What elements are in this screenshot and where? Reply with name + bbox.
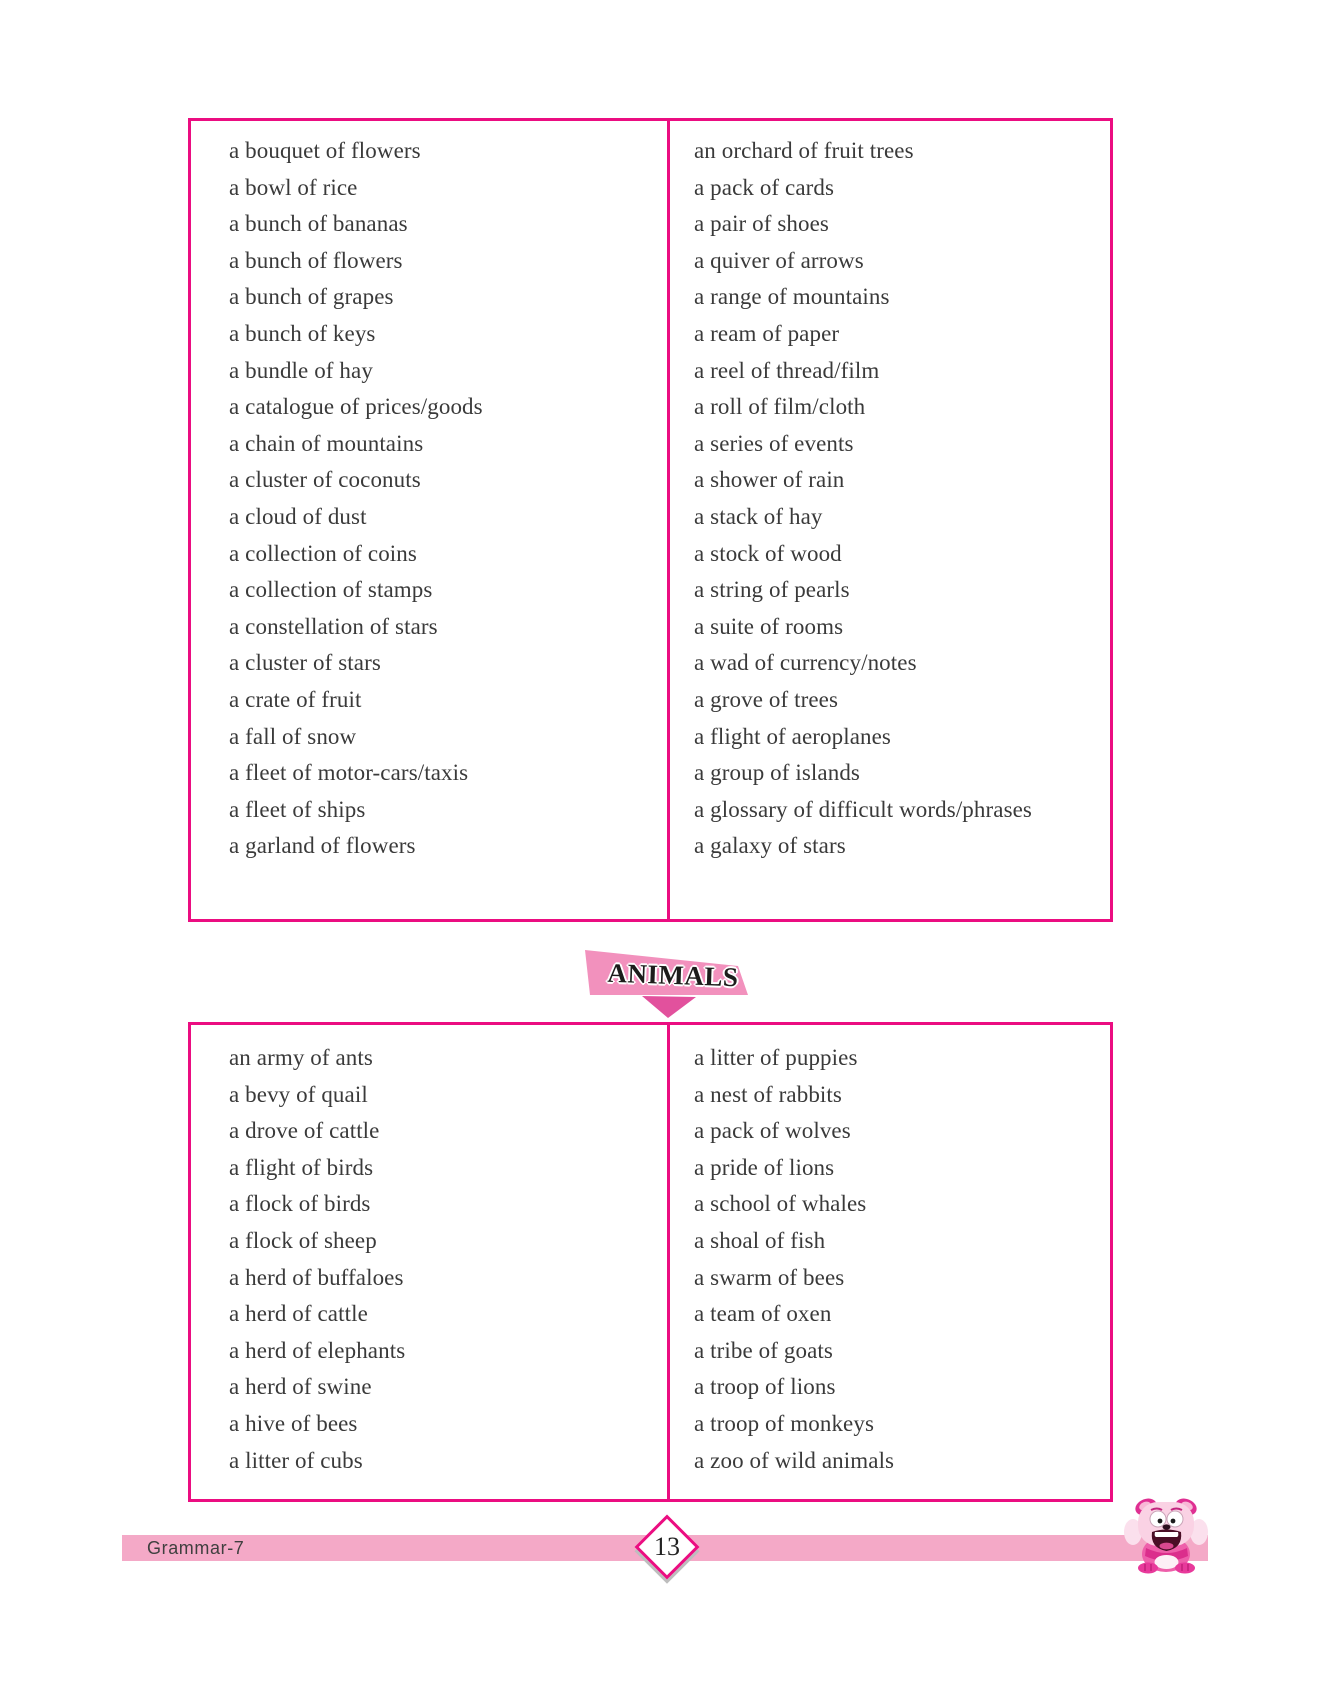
collective-noun-item: a flock of birds bbox=[229, 1191, 371, 1217]
collective-noun-item: a bunch of flowers bbox=[229, 247, 403, 273]
collective-nouns-table bbox=[188, 118, 1113, 922]
collective-noun-item: a troop of lions bbox=[694, 1374, 836, 1400]
collective-noun-item: a group of islands bbox=[694, 760, 860, 786]
collective-noun-item: a bunch of grapes bbox=[229, 284, 394, 310]
collective-noun-item: an army of ants bbox=[229, 1045, 373, 1070]
collective-noun-item: a garland of flowers bbox=[229, 833, 416, 859]
collective-noun-item: a galaxy of stars bbox=[694, 833, 846, 859]
collective-noun-item: a bunch of bananas bbox=[229, 211, 408, 237]
collective-noun-item: a crate of fruit bbox=[229, 686, 362, 712]
collective-noun-item: a chain of mountains bbox=[229, 430, 424, 456]
collective-noun-item: a pair of shoes bbox=[694, 211, 829, 237]
collective-noun-item: a pack of cards bbox=[694, 174, 835, 200]
collective-noun-item: a bouquet of flowers bbox=[229, 138, 421, 163]
page-number-diamond bbox=[634, 1514, 700, 1580]
animals-section-banner bbox=[578, 944, 778, 1028]
collective-noun-item: a flight of aeroplanes bbox=[694, 723, 891, 749]
collective-noun-item: a pack of wolves bbox=[694, 1118, 851, 1144]
collective-noun-item: a reel of thread/film bbox=[694, 357, 880, 383]
collective-noun-item: a bunch of keys bbox=[229, 320, 376, 346]
footer-book-label: Grammar-7 bbox=[147, 1537, 245, 1558]
collective-noun-item: an orchard of fruit trees bbox=[694, 138, 914, 163]
collective-noun-item: a pride of lions bbox=[694, 1154, 835, 1180]
animals-table bbox=[188, 1022, 1113, 1502]
collective-noun-item: a fall of snow bbox=[229, 723, 357, 749]
collective-noun-item: a herd of cattle bbox=[229, 1301, 368, 1327]
collective-noun-item: a zoo of wild animals bbox=[694, 1447, 895, 1473]
mascot-nose bbox=[1163, 1524, 1171, 1529]
collective-noun-item: a bowl of rice bbox=[229, 174, 358, 200]
collective-noun-item: a team of oxen bbox=[694, 1301, 832, 1327]
collective-noun-item: a stack of hay bbox=[694, 503, 823, 529]
collective-noun-item: a hive of bees bbox=[229, 1410, 358, 1436]
animals-banner-label: ANIMALS bbox=[607, 957, 740, 992]
collective-noun-item: a cluster of coconuts bbox=[229, 467, 421, 493]
collective-noun-item: a constellation of stars bbox=[229, 613, 438, 639]
collective-noun-item: a bevy of quail bbox=[229, 1081, 368, 1107]
collective-noun-item: a cloud of dust bbox=[229, 503, 367, 529]
collective-noun-item: a flock of sheep bbox=[229, 1227, 377, 1253]
collective-noun-item: a collection of stamps bbox=[229, 577, 433, 603]
collective-noun-item: a litter of puppies bbox=[694, 1045, 858, 1070]
collective-noun-item: a roll of film/cloth bbox=[694, 394, 866, 420]
collective-noun-item: a series of events bbox=[694, 430, 854, 456]
collective-noun-item: a catalogue of prices/goods bbox=[229, 394, 483, 420]
collective-noun-item: a herd of buffaloes bbox=[229, 1264, 404, 1290]
collective-noun-item: a collection of coins bbox=[229, 540, 417, 566]
collective-noun-item: a litter of cubs bbox=[229, 1447, 363, 1473]
collective-noun-item: a herd of elephants bbox=[229, 1337, 406, 1363]
collective-noun-item: a flight of birds bbox=[229, 1154, 374, 1180]
crying-bulldog-mascot-icon bbox=[1124, 1496, 1214, 1576]
collective-noun-item: a drove of cattle bbox=[229, 1118, 380, 1144]
collective-noun-item: a swarm of bees bbox=[694, 1264, 845, 1290]
collective-noun-item: a shoal of fish bbox=[694, 1227, 826, 1253]
collective-noun-item: a nest of rabbits bbox=[694, 1081, 842, 1107]
collective-nouns-left-column bbox=[191, 121, 670, 919]
collective-noun-item: a string of pearls bbox=[694, 577, 850, 603]
page-number: 13 bbox=[654, 1532, 680, 1561]
mascot-drawing bbox=[1124, 1496, 1214, 1576]
collective-noun-item: a troop of monkeys bbox=[694, 1410, 875, 1436]
collective-noun-item: a ream of paper bbox=[694, 320, 840, 346]
collective-noun-item: a cluster of stars bbox=[229, 650, 381, 676]
collective-noun-item: a tribe of goats bbox=[694, 1337, 833, 1363]
collective-noun-item: a shower of rain bbox=[694, 467, 845, 493]
collective-noun-item: a quiver of arrows bbox=[694, 247, 864, 273]
banner-tail-shape bbox=[642, 996, 696, 1018]
collective-noun-item: a school of whales bbox=[694, 1191, 867, 1217]
collective-noun-item: a wad of currency/notes bbox=[694, 650, 917, 676]
mascot-belly bbox=[1155, 1555, 1179, 1569]
collective-noun-item: a bundle of hay bbox=[229, 357, 373, 383]
collective-nouns-right-column bbox=[670, 121, 1110, 919]
collective-noun-item: a range of mountains bbox=[694, 284, 890, 310]
collective-noun-item: a herd of swine bbox=[229, 1374, 372, 1400]
collective-noun-item: a stock of wood bbox=[694, 540, 842, 566]
collective-noun-item: a suite of rooms bbox=[694, 613, 844, 639]
animals-left-column bbox=[191, 1025, 670, 1499]
collective-noun-item: a grove of trees bbox=[694, 686, 839, 712]
animals-right-column bbox=[670, 1025, 1110, 1499]
collective-noun-item: a fleet of ships bbox=[229, 796, 366, 822]
collective-noun-item: a glossary of difficult words/phrases bbox=[694, 796, 1032, 822]
collective-noun-item: a fleet of motor-cars/taxis bbox=[229, 760, 469, 786]
